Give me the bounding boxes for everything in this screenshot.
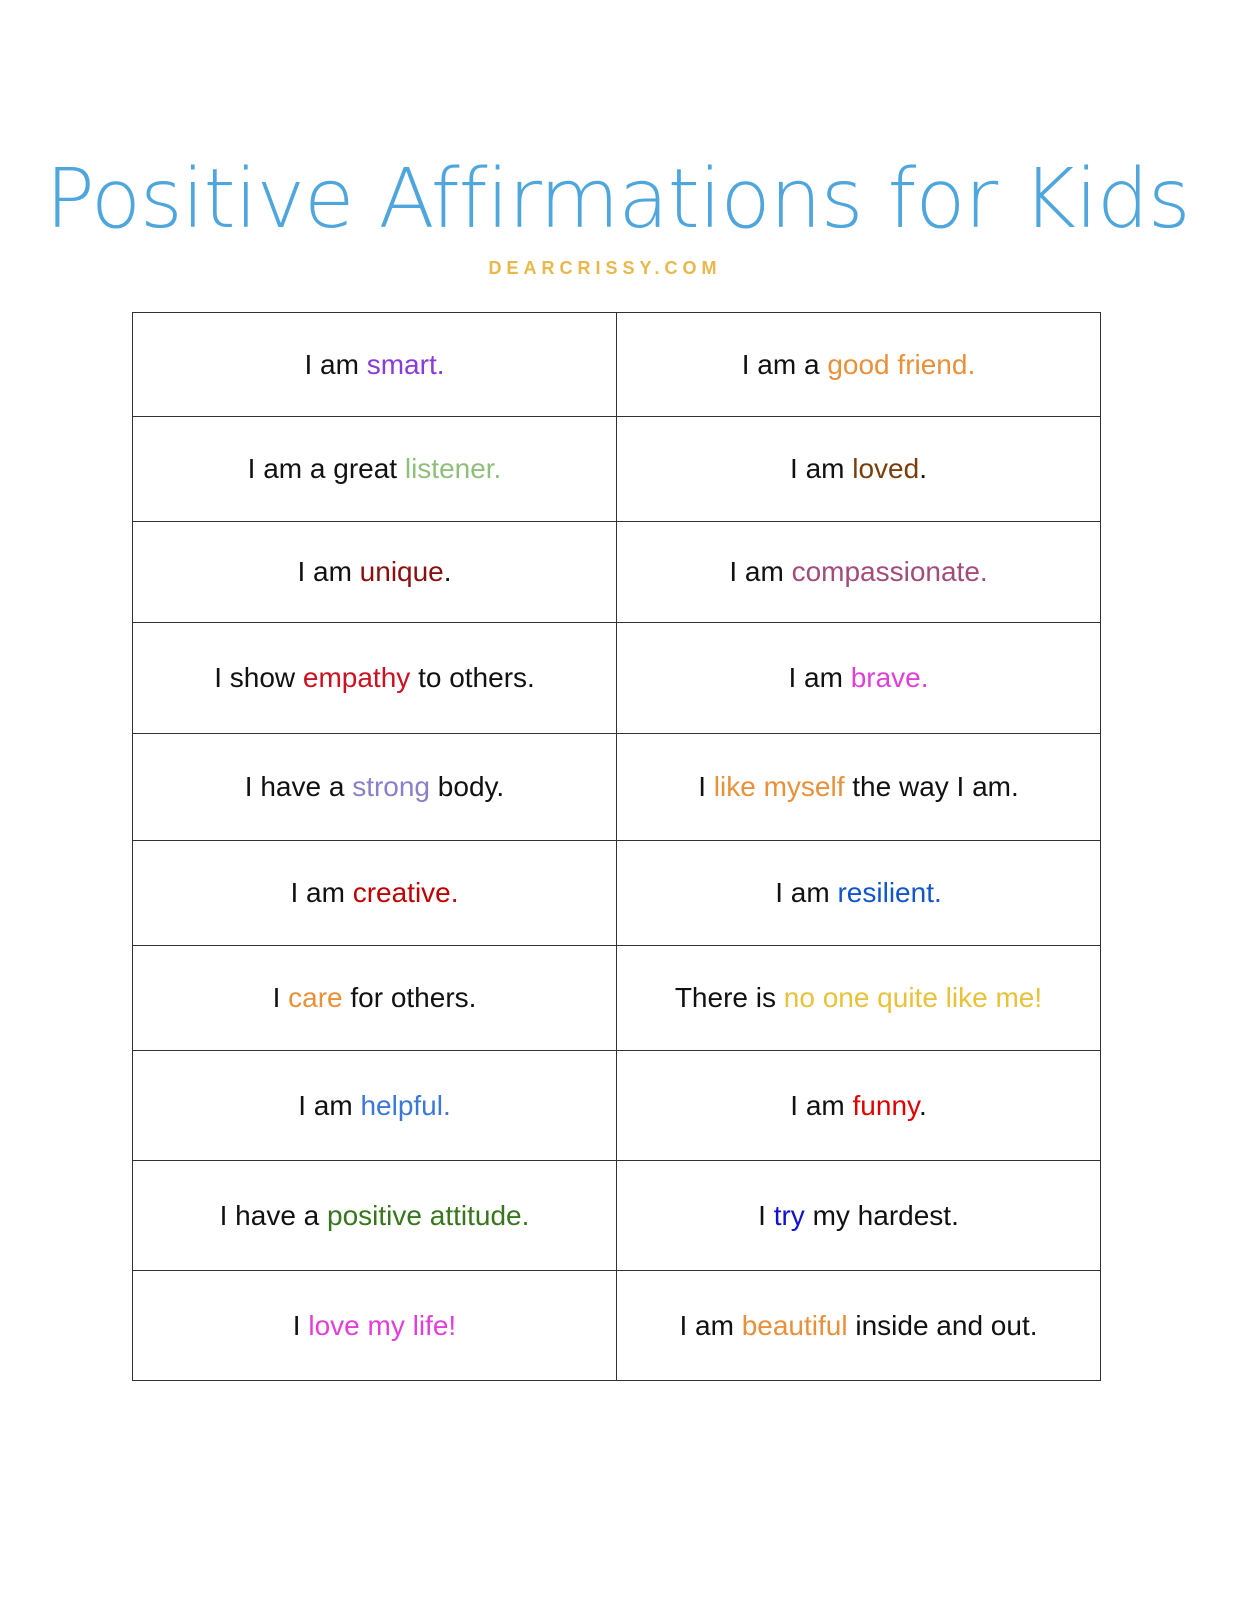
highlighted-word: no one quite like me!	[783, 982, 1043, 1013]
highlighted-word: listener.	[404, 453, 502, 484]
affirmation-cell	[617, 1051, 1101, 1161]
affirmation-text: inside and out.	[847, 1309, 1038, 1341]
highlighted-word: beautiful	[741, 1309, 848, 1341]
affirmation-cell	[133, 1161, 617, 1271]
highlighted-word: empathy	[302, 662, 411, 693]
affirmation-text: the way I am.	[844, 771, 1019, 802]
affirmation-text: my hardest.	[804, 1199, 959, 1231]
affirmation-text: I have a	[219, 1199, 328, 1231]
affirmation-text: I am	[788, 662, 851, 693]
affirmation-cell	[617, 841, 1101, 946]
highlighted-word: unique	[359, 556, 444, 587]
affirmation-text: I am a	[741, 348, 828, 380]
affirmation-cell	[617, 946, 1101, 1051]
highlighted-word: good friend.	[827, 348, 976, 380]
affirmation-text: I am a great	[247, 453, 405, 484]
affirmation-text: I	[292, 1309, 309, 1341]
affirmation-text: I am	[790, 453, 853, 484]
highlighted-word: like myself	[713, 771, 845, 802]
affirmation-cell	[617, 1161, 1101, 1271]
affirmation-cell	[133, 623, 617, 734]
site-name: DEARCRISSY.COM	[488, 258, 722, 278]
table-row	[133, 841, 1101, 946]
highlighted-word: compassionate.	[791, 556, 988, 587]
affirmation-cell	[617, 313, 1101, 417]
highlighted-word: loved	[852, 453, 920, 484]
affirmation-text: I	[272, 982, 289, 1013]
highlighted-word: resilient.	[837, 877, 942, 908]
affirmation-text: I am	[290, 877, 353, 908]
affirmation-text: I	[698, 771, 714, 802]
highlighted-word: try	[773, 1199, 805, 1231]
table-row	[133, 734, 1101, 841]
affirmation-cell	[133, 313, 617, 417]
highlighted-word: creative.	[352, 877, 459, 908]
page-title: Positive Affirmations for Kids	[45, 152, 1190, 247]
table-row	[133, 946, 1101, 1051]
affirmation-text: I show	[214, 662, 303, 693]
table-row	[133, 1051, 1101, 1161]
affirmation-text: .	[919, 453, 927, 484]
affirmation-text: I	[758, 1199, 774, 1231]
affirmation-table	[132, 312, 1101, 1381]
affirmation-cell	[617, 623, 1101, 734]
highlighted-word: helpful.	[360, 1089, 451, 1121]
affirmation-cell	[617, 734, 1101, 841]
highlighted-word: strong	[352, 771, 431, 802]
table-row	[133, 1161, 1101, 1271]
affirmation-text: I am	[298, 1089, 361, 1121]
affirmation-text: I am	[790, 1089, 853, 1121]
affirmation-cell	[133, 734, 617, 841]
affirmation-text: .	[918, 1089, 927, 1121]
affirmation-text: .	[443, 556, 452, 587]
highlighted-word: funny	[852, 1089, 919, 1121]
affirmation-text: I am	[304, 348, 367, 380]
affirmation-cell	[133, 522, 617, 623]
table-row	[133, 623, 1101, 734]
affirmation-text: I am	[297, 556, 360, 587]
affirmation-text: I am	[729, 556, 792, 587]
affirmation-cell	[133, 417, 617, 522]
affirmation-text: to others.	[410, 662, 535, 693]
affirmation-cell	[133, 946, 617, 1051]
highlighted-word: love my life!	[308, 1309, 457, 1341]
affirmation-cell	[133, 1051, 617, 1161]
table-row	[133, 1271, 1101, 1381]
highlighted-word: brave.	[850, 662, 929, 693]
affirmation-text: for others.	[342, 982, 477, 1013]
affirmation-text: I am	[679, 1309, 742, 1341]
affirmation-text: I have a	[244, 771, 353, 802]
table-row	[133, 417, 1101, 522]
affirmation-text: There is	[674, 982, 784, 1013]
highlighted-word: positive attitude.	[327, 1199, 530, 1231]
affirmation-text: body.	[430, 771, 505, 802]
table-row	[133, 522, 1101, 623]
affirmation-text: I am	[775, 877, 838, 908]
affirmation-cell	[617, 417, 1101, 522]
affirmation-cell	[133, 1271, 617, 1381]
affirmation-cell	[617, 1271, 1101, 1381]
highlighted-word: smart.	[366, 348, 445, 380]
affirmation-cell	[133, 841, 617, 946]
table-row	[133, 313, 1101, 417]
affirmation-cell	[617, 522, 1101, 623]
highlighted-word: care	[288, 982, 343, 1013]
